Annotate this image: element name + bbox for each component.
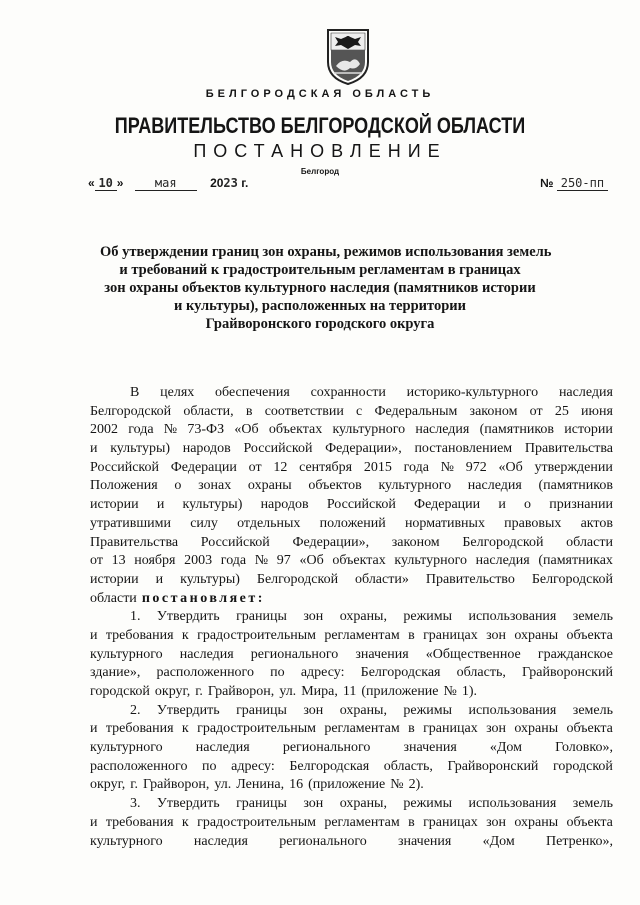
- government-name: ПРАВИТЕЛЬСТВО БЕЛГОРОДСКОЙ ОБЛАСТИ: [114, 113, 526, 138]
- coat-of-arms-icon: [322, 26, 374, 88]
- body-line: Положения о зонах охраны объектов культурного наследия (памятников: [90, 478, 613, 494]
- title-line: и культуры), расположенных на территории: [174, 298, 466, 314]
- body-line: округ, г. Грайворон, ул. Ленина, 16 (приложение № 2).: [90, 777, 424, 793]
- document-title: [100, 243, 552, 333]
- date-year-suffix: 23: [223, 176, 238, 190]
- body-line: утратившими силу отдельных положений нормативных правовых актов: [90, 515, 613, 531]
- title-line: зон охраны объектов культурного наследия (памятников истории: [104, 280, 536, 296]
- body-line: от 13 ноября 2003 года № 97 «Об объектах культурного наследия (памятниках: [90, 553, 613, 569]
- document-body: [90, 384, 613, 851]
- body-line: истории и культуры) народов Российской Федерации и о признании: [90, 497, 613, 513]
- body-line: и требования к градостроительным регламентам в границах зон охраны объекта: [90, 721, 613, 737]
- date-close-quote: »: [116, 176, 124, 190]
- city-name: Белгород: [300, 167, 340, 176]
- body-line: и культуры) народов Российской Федерации», постановлением Правительства: [90, 441, 613, 457]
- body-line: 1. Утвердить границы зон охраны, режимы использования земель: [130, 609, 613, 625]
- number-value: 250-пп: [557, 176, 608, 191]
- body-line: здание», расположенного по адресу: Белгородская область, Грайворонский: [90, 665, 613, 681]
- number-label: №: [540, 176, 554, 190]
- body-line: В целях обеспечения сохранности историко-культурного наследия: [130, 385, 613, 400]
- body-line: культурного наследия регионального значения «Общественное гражданское: [90, 646, 613, 662]
- title-line: Об утверждении границ зон охраны, режимов использования земель: [100, 244, 552, 260]
- region-name: БЕЛГОРОДСКАЯ ОБЛАСТЬ: [205, 88, 435, 100]
- body-line: области постановляет:: [90, 590, 613, 609]
- resolves-keyword: постановляет:: [141, 590, 265, 606]
- body-line: Российской Федерации от 12 сентября 2015 года № 972 «Об утверждении: [90, 459, 613, 475]
- date-day: 10: [95, 176, 117, 191]
- body-line: расположенного по адресу: Белгородская область, Грайворонский городской: [90, 758, 613, 774]
- date-month: мая: [135, 176, 197, 191]
- date-year-prefix: 20: [210, 176, 224, 190]
- date-open-quote: «: [88, 176, 95, 190]
- body-line: и требования к градостроительным регламентам в границах зон охраны объекта: [90, 814, 613, 830]
- body-line: Правительства Российской Федерации», законом Белгородской области: [90, 534, 613, 550]
- body-line: городской округ, г. Грайворон, ул. Мира, 11 (приложение № 1).: [90, 684, 478, 699]
- title-line: Грайворонского городского округа: [205, 316, 435, 332]
- date-year-label: г.: [241, 176, 249, 190]
- body-line: Белгородской области, в соответствии с Федеральным законом от 25 июня: [90, 403, 613, 419]
- body-line: 3. Утвердить границы зон охраны, режимы использования земель: [130, 796, 613, 812]
- body-line: культурного наследия регионального значения «Дом Головко»,: [90, 740, 613, 756]
- body-line: 2002 года № 73-ФЗ «Об объектах культурного наследия (памятников истории: [90, 422, 613, 438]
- body-line: и требования к градостроительным регламентам в границах зон охраны объекта: [90, 627, 613, 643]
- document-type: ПОСТАНОВЛЕНИЕ: [193, 141, 447, 161]
- body-line: истории и культуры) Белгородской области» Правительство Белгородской: [90, 571, 613, 587]
- body-line: культурного наследия регионального значения «Дом Петренко»,: [90, 833, 613, 849]
- title-line: и требований к градостроительным регламентам в границах: [119, 262, 521, 278]
- document-date: [88, 176, 248, 191]
- document-number: [540, 176, 608, 191]
- body-line: 2. Утвердить границы зон охраны, режимы использования земель: [130, 702, 613, 718]
